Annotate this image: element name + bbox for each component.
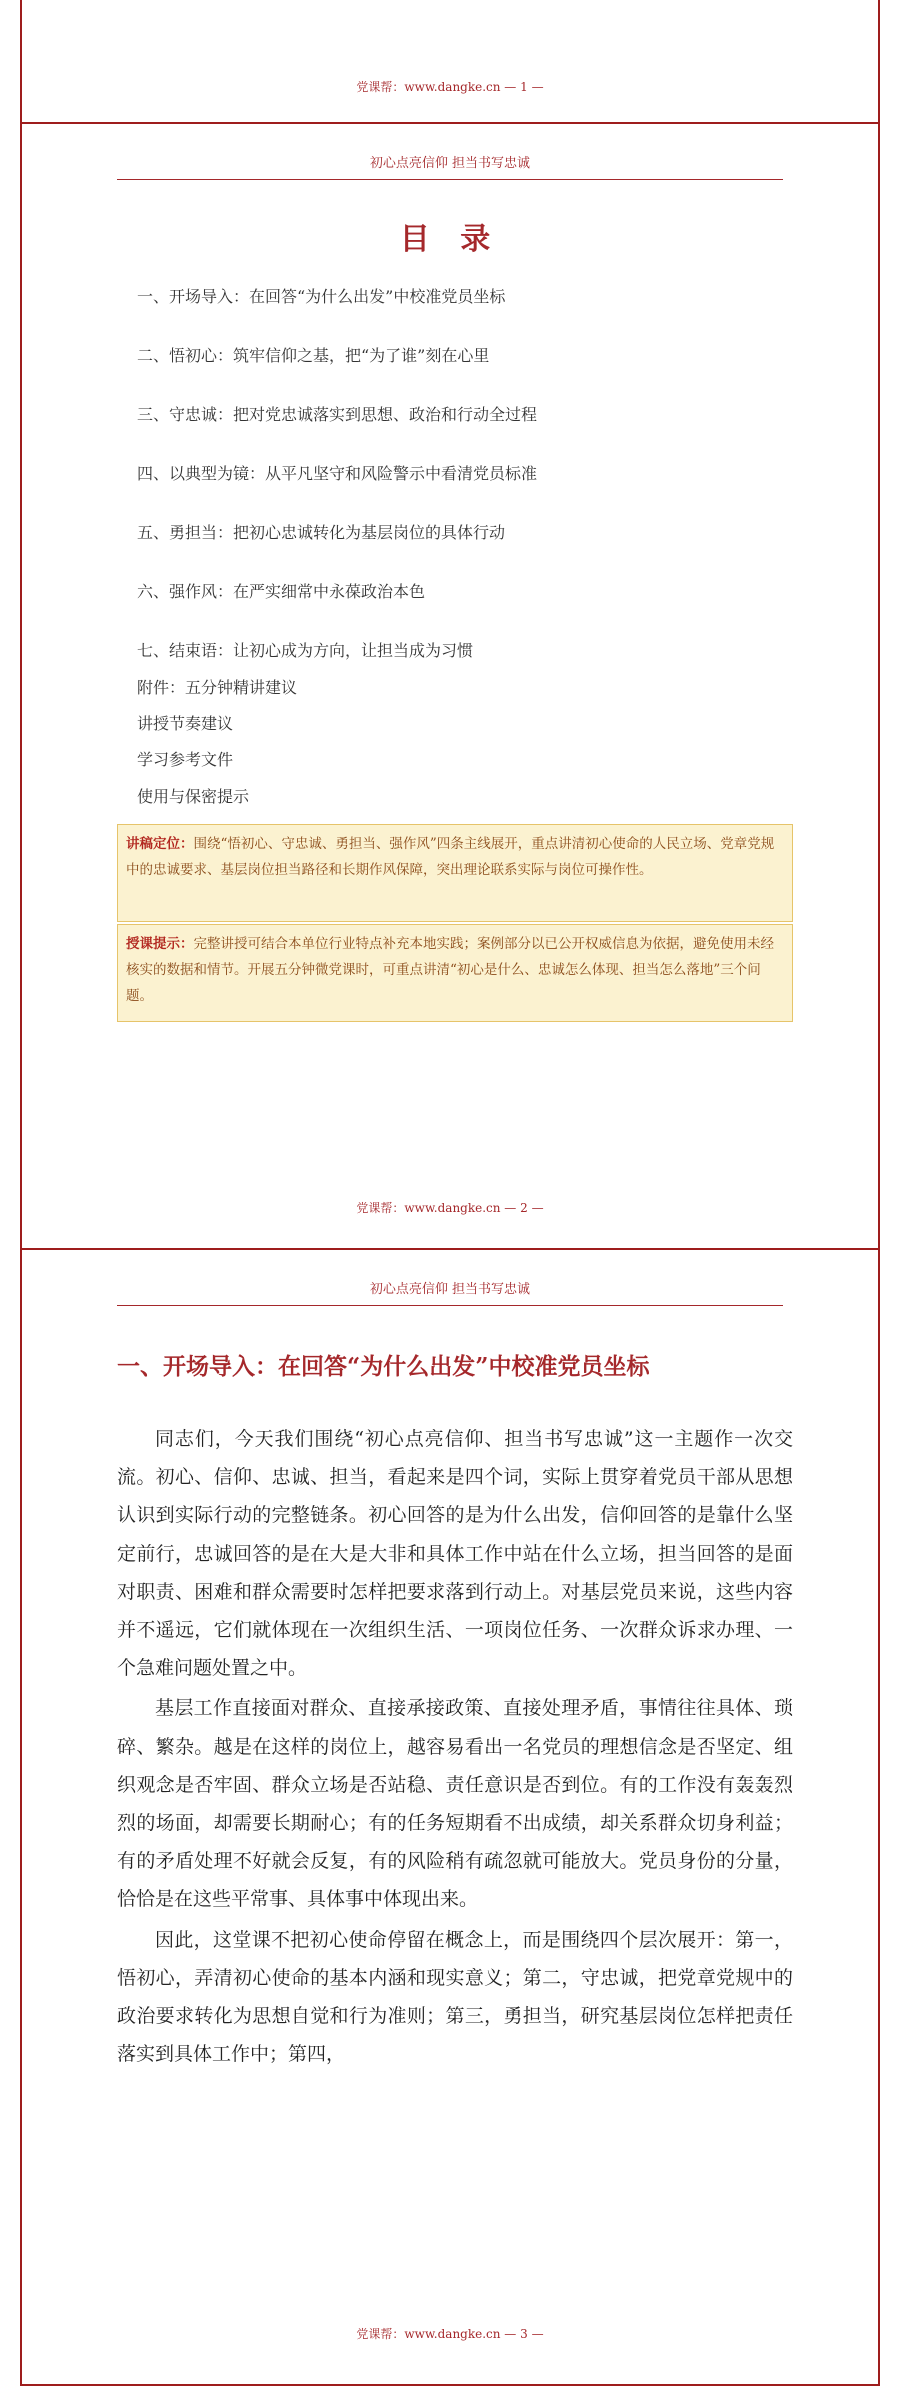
toc-item[interactable]: 六、强作风：在严实细常中永葆政治本色	[137, 582, 426, 601]
positioning-label: 讲稿定位：	[126, 836, 194, 852]
body-paragraph: 同志们，今天我们围绕“初心点亮信仰、担当书写忠诚”这一主题作一次交流。初心、信仰、忠诚、担当，看起来是四个词，实际上贯穿着党员干部从思想认识到实际行动的完整链条。初心回答的是为什么出发，信仰回答的是靠什么坚定前行，忠诚回答的是在大是大非和具体工作中站在什么立场，担当回答的是面对职责、困难和群众需要时怎样把要求落到行动上。对基层党员来说，这些内容并不遥远，它们就体现在一次组织生活、一项岗位任务、一次群众诉求办理、一个急难问题处置之中。	[117, 1428, 793, 1680]
toc-item[interactable]: 学习参考文件	[137, 750, 234, 769]
toc-item[interactable]: 一、开场导入：在回答“为什么出发”中校准党员坐标	[137, 287, 506, 306]
positioning-text: 围绕“悟初心、守忠诚、勇担当、强作风”四条主线展开，重点讲清初心使命的人民立场、党章党规中的忠诚要求、基层岗位担当路径和长期作风保障，突出理论联系实际与岗位可操作性。	[126, 836, 775, 878]
toc-item[interactable]: 七、结束语：让初心成为方向，让担当成为习惯	[137, 641, 474, 660]
page-footer: 党课帮：www.dangke.cn — 1 —	[356, 80, 544, 94]
running-head: 初心点亮信仰 担当书写忠诚	[117, 152, 783, 180]
tips-note	[117, 924, 793, 1022]
section-title: 一、开场导入：在回答“为什么出发”中校准党员坐标	[117, 1353, 650, 1380]
toc-item[interactable]: 附件：五分钟精讲建议	[137, 678, 298, 697]
page-1	[20, 0, 880, 124]
section-body	[117, 1420, 793, 2075]
running-head: 初心点亮信仰 担当书写忠诚	[117, 1278, 783, 1306]
page-footer: 党课帮：www.dangke.cn — 3 —	[356, 2327, 544, 2341]
toc-item[interactable]: 讲授节奏建议	[137, 714, 234, 733]
toc-title: 目 录	[399, 222, 501, 257]
toc-item[interactable]: 使用与保密提示	[137, 787, 250, 806]
toc-item[interactable]: 四、以典型为镜：从平凡坚守和风险警示中看清党员标准	[137, 464, 538, 483]
page-3	[20, 1250, 880, 2386]
tips-label: 授课提示：	[126, 936, 194, 952]
page-2	[20, 124, 880, 1250]
toc-item[interactable]: 二、悟初心：筑牢信仰之基，把“为了谁”刻在心里	[137, 346, 490, 365]
toc-item[interactable]: 三、守忠诚：把对党忠诚落实到思想、政治和行动全过程	[137, 405, 538, 424]
body-paragraph: 因此，这堂课不把初心使命停留在概念上，而是围绕四个层次展开：第一，悟初心，弄清初心使命的基本内涵和现实意义；第二，守忠诚，把党章党规中的政治要求转化为思想自觉和行为准则；第三，勇担当，研究基层岗位怎样把责任落实到具体工作中；第四，	[117, 1928, 793, 2066]
tips-text: 完整讲授可结合本单位行业特点补充本地实践；案例部分以已公开权威信息为依据，避免使用未经核实的数据和情节。开展五分钟微党课时，可重点讲清“初心是什么、忠诚怎么体现、担当怎么落地”三个问题。	[126, 936, 774, 1004]
toc-item[interactable]: 五、勇担当：把初心忠诚转化为基层岗位的具体行动	[137, 523, 506, 542]
positioning-note	[117, 824, 793, 922]
body-paragraph: 基层工作直接面对群众、直接承接政策、直接处理矛盾，事情往往具体、琐碎、繁杂。越是在这样的岗位上，越容易看出一名党员的理想信念是否坚定、组织观念是否牢固、群众立场是否站稳、责任意识是否到位。有的工作没有轰轰烈烈的场面，却需要长期耐心；有的任务短期看不出成绩，却关系群众切身利益；有的矛盾处理不好就会反复，有的风险稍有疏忽就可能放大。党员身份的分量，恰恰是在这些平常事、具体事中体现出来。	[117, 1697, 793, 1911]
page-footer: 党课帮：www.dangke.cn — 2 —	[356, 1201, 544, 1215]
